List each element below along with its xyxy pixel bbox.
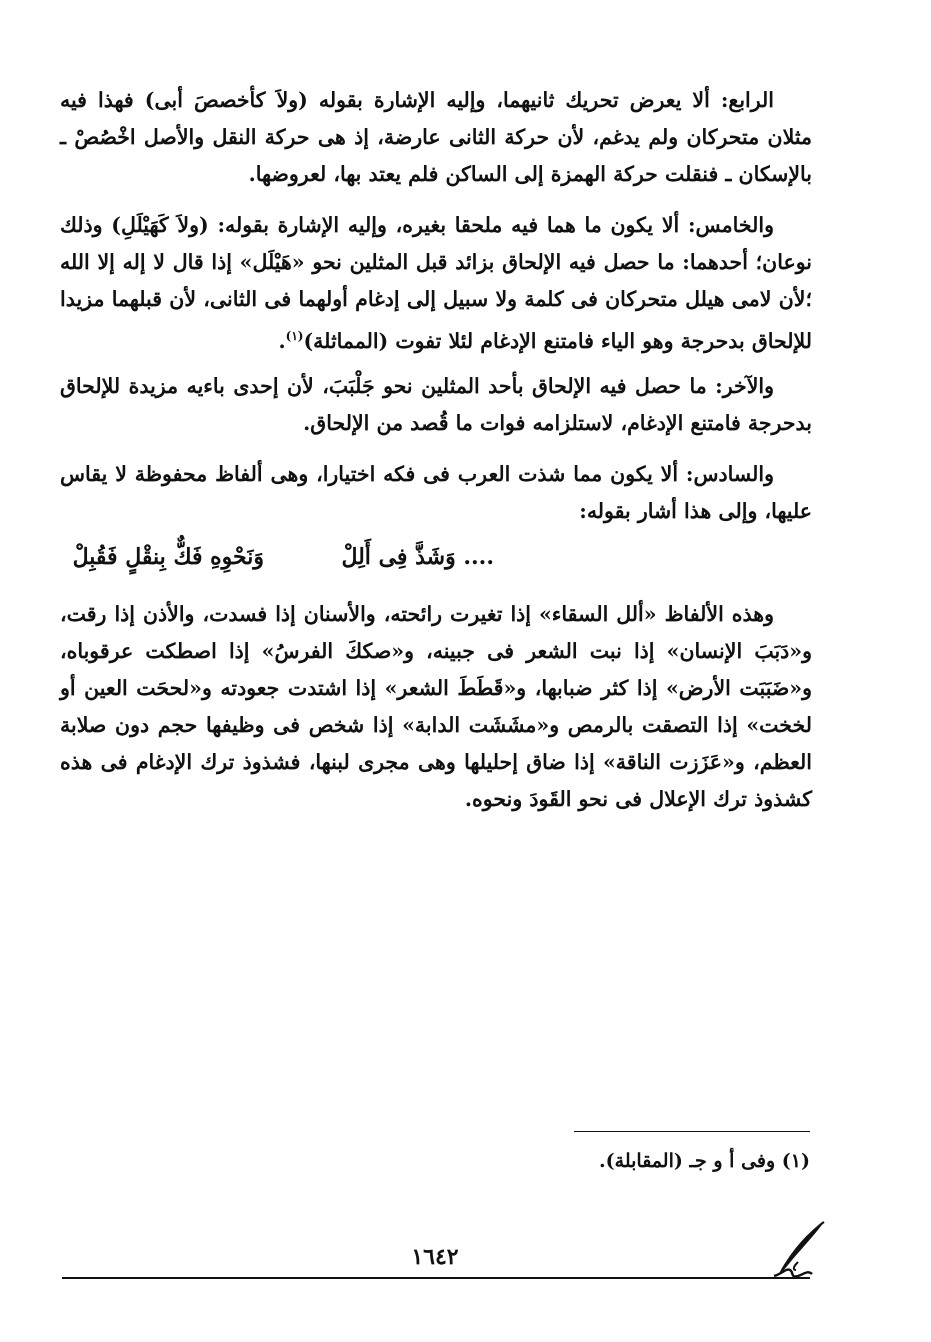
page-number: ١٦٤٢: [411, 1244, 459, 1270]
footnote: (١) وفى أ و جـ (المقابلة).: [599, 1150, 810, 1172]
footnote-marker: (١): [285, 329, 304, 343]
paragraph-fourth: الرابع: ألا يعرض تحريك ثانيهما، وإليه الإشارة بقوله (ولاَ كأخصصَ أبى) فهذا فيه مثلان متحركان ولم يدغم، لأن حركة الثانى عارضة، إذ هى حركة النقل والأصل اخْصُصْ ـ بالإسكان ـ فنقلت حركة الهمزة إلى الساكن فلم يعتد بها، لعروضها.: [60, 88, 812, 186]
paragraph-other: والآخر: ما حصل فيه الإلحاق بأحد المثلين نحو جَلْبَبَ، لأن إحدى باءيه مزيدة للإلحاق بدحرجة فامتنع الإدغام، لاستلزامه فوات ما قُصد من الإلحاق.: [60, 373, 812, 435]
verse-first-hemistich: .... وَشَذَّ فِى أَلِلْ: [341, 543, 494, 570]
paragraph-fifth: والخامس: ألا يكون ما هما فيه ملحقا بغيره، وإليه الإشارة بقوله: (ولاَ كَهَيْلَلِ) وذلك نوعان؛ أحدهما: ما حصل فيه الإلحاق بزائد قبل المثلين نحو «هَيْلَل» إذا قال لا إله إلا الله ؛لأن لامى هيلل متحركان فى كلمة ولا سبيل إلى إدغام أولهما فى الثانى، لأن قبلهما مزيدا للإلحاق بدحرجة وهو الياء فامتنع الإدغام لئلا تفوت (المماثلة)$^{(١)}$.: [60, 213, 812, 353]
bottom-rule: [62, 1277, 810, 1279]
quill-ornament-icon: [768, 1218, 830, 1282]
footnote-divider: [574, 1131, 810, 1132]
paragraph-words: وهذه الألفاظ «ألل السقاء» إذا تغيرت رائحته، والأسنان إذا فسدت، والأذن إذا رقت، و«دَبَبَ الإنسان» إذا نبت الشعر فى جبينه، و«صككَ الفرسُ» إذا اصطكت عرقوباه، و«ضَبَبَت الأرض» إذا كثر ضبابها، و«قَطَطَ الشعر» إذا اشتدت جعودته و«لححَت العين أو لخخت» إذا التصقت بالرمص و«مشَشَت الدابة» إذا شخص فى وظيفها حجم دون صلابة العظم، و«عَزَزت الناقة» إذا ضاق إحليلها وهى مجرى لبنها، فشذوذ ترك الإدغام فى هذه كشذوذ ترك الإعلال فى نحو القَودَ ونحوه.: [60, 601, 812, 811]
paragraph-sixth: والسادس: ألا يكون مما شذت العرب فى فكه اختيارا، وهى ألفاظ محفوظة لا يقاس عليها، وإلى هذا أشار بقوله:: [60, 461, 812, 523]
verse-second-hemistich: وَنَحْوِهِ فَكٌّ بِنقْلٍ فَقُبِلْ: [72, 543, 264, 570]
poetry-verse: [60, 538, 812, 588]
paragraph-fifth-text: والخامس: ألا يكون ما هما فيه ملحقا بغيره، وإليه الإشارة بقوله: (ولاَ كَهَيْلَلِ) وذلك نوعان؛ أحدهما: ما حصل فيه الإلحاق بزائد قبل المثلين نحو «هَيْلَل» إذا قال لا إله إلا الله ؛لأن لامى هيلل متحركان فى كلمة ولا سبيل إلى إدغام أولهما فى الثانى، لأن قبلهما مزيدا للإلحاق بدحرجة وهو الياء فامتنع الإدغام لئلا تفوت (المماثلة): [60, 213, 812, 353]
page-body: [60, 82, 812, 832]
